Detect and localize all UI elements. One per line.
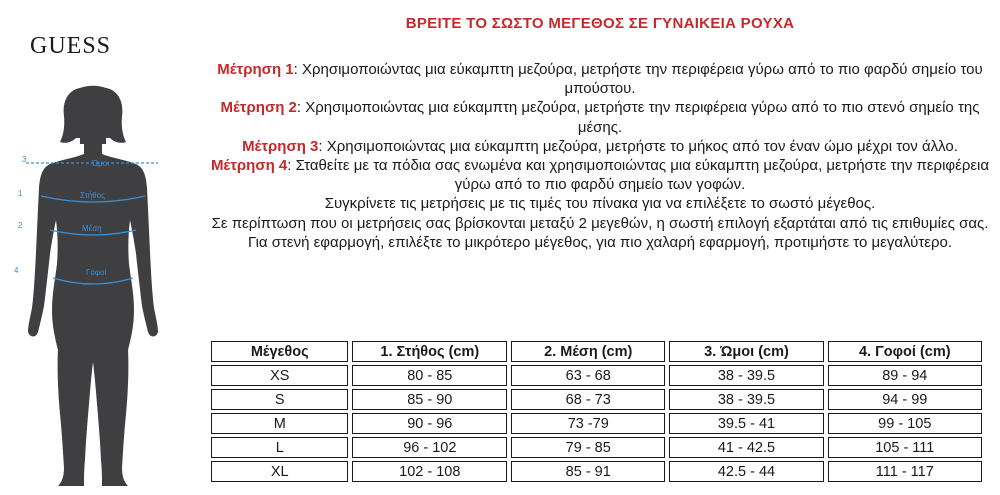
instruction-2-label: Μέτρηση 2 xyxy=(220,99,297,117)
body-measurement-figure xyxy=(8,80,183,492)
hip-label: Γοφοί xyxy=(86,268,107,277)
table-row xyxy=(211,413,982,434)
cell-shoulders: 38 - 39.5 xyxy=(669,389,823,410)
cell-waist: 79 - 85 xyxy=(511,437,665,458)
cell-waist: 85 - 91 xyxy=(511,461,665,482)
header-bust: 1. Στήθος (cm) xyxy=(352,341,507,362)
cell-waist: 73 -79 xyxy=(511,413,665,434)
between-sizes-note: Σε περίπτωση που οι μετρήσεις σας βρίσκονται μεταξύ 2 μεγεθών, η σωστή επιλογή εξαρτάται από τις επιθυμίες σας. Για στενή εφαρμογή, επιλέξτε το μικρότερο μέγεθος, για πιο χαλαρή εφαρμογή, προτιμήστε το μεγαλύτερο. xyxy=(211,214,989,251)
instruction-1-text: : Χρησιμοποιώντας μια εύκαμπτη μεζούρα, μετρήστε την περιφέρεια γύρω από το πιο φαρδύ σημείο του μπούστου. xyxy=(293,61,983,98)
cell-size: XL xyxy=(211,461,348,482)
cell-size: L xyxy=(211,437,348,458)
guess-logo: GUESS xyxy=(30,33,112,59)
cell-bust: 102 - 108 xyxy=(352,461,507,482)
shoulder-label: Ώμοι xyxy=(92,159,109,168)
cell-bust: 85 - 90 xyxy=(352,389,507,410)
cell-size: XS xyxy=(211,365,348,386)
cell-bust: 96 - 102 xyxy=(352,437,507,458)
header-hips: 4. Γοφοί (cm) xyxy=(828,341,982,362)
table-row xyxy=(211,389,982,410)
cell-size: S xyxy=(211,389,348,410)
compare-note: Συγκρίνετε τις μετρήσεις με τις τιμές του πίνακα για να επιλέξετε το σωστό μέγεθος. xyxy=(324,195,876,213)
size-chart-table xyxy=(207,338,986,485)
cell-shoulders: 38 - 39.5 xyxy=(669,365,823,386)
cell-hips: 99 - 105 xyxy=(828,413,982,434)
instruction-4 xyxy=(205,156,995,194)
female-silhouette xyxy=(28,86,158,486)
cell-bust: 80 - 85 xyxy=(352,365,507,386)
instruction-3-text: : Χρησιμοποιώντας μια εύκαμπτη μεζούρα, μετρήστε το μήκος από τον έναν ώμο μέχρι τον άλλο. xyxy=(318,137,958,155)
measurement-instructions xyxy=(205,60,995,252)
header-shoulders: 3. Ώμοι (cm) xyxy=(669,341,823,362)
cell-hips: 89 - 94 xyxy=(828,365,982,386)
marker-2: 2 xyxy=(18,221,23,230)
cell-hips: 94 - 99 xyxy=(828,389,982,410)
table-row xyxy=(211,461,982,482)
marker-1: 1 xyxy=(18,189,23,198)
instruction-4-text: : Σταθείτε με τα πόδια σας ενωμένα και χρησιμοποιώντας μια εύκαμπτη μεζούρα, μετρήστε την περιφέρεια γύρω από το πιο φαρδύ σημείο των γοφών. xyxy=(287,157,990,194)
instruction-2 xyxy=(205,98,995,136)
cell-bust: 90 - 96 xyxy=(352,413,507,434)
bust-label: Στήθος xyxy=(80,191,105,200)
header-size: Μέγεθος xyxy=(211,341,348,362)
instruction-4-label: Μέτρηση 4 xyxy=(210,157,288,175)
cell-hips: 105 - 111 xyxy=(828,437,982,458)
cell-shoulders: 42.5 - 44 xyxy=(669,461,823,482)
table-header-row xyxy=(211,341,982,362)
header-waist: 2. Μέση (cm) xyxy=(511,341,665,362)
cell-waist: 68 - 73 xyxy=(511,389,665,410)
instruction-3 xyxy=(205,137,995,156)
marker-4: 4 xyxy=(14,266,19,275)
instruction-1 xyxy=(205,60,995,98)
cell-hips: 111 - 117 xyxy=(828,461,982,482)
marker-3: 3 xyxy=(22,155,27,164)
table-row xyxy=(211,437,982,458)
table-row xyxy=(211,365,982,386)
cell-waist: 63 - 68 xyxy=(511,365,665,386)
cell-shoulders: 39.5 - 41 xyxy=(669,413,823,434)
page-title: ΒΡΕΙΤΕ ΤΟ ΣΩΣΤΟ ΜΕΓΕΘΟΣ ΣΕ ΓΥΝΑΙΚΕΙΑ ΡΟΥΧΑ xyxy=(405,15,795,32)
instruction-2-text: : Χρησιμοποιώντας μια εύκαμπτη μεζούρα, μετρήστε την περιφέρεια γύρω από το πιο στενό σημείο της μέσης. xyxy=(296,99,980,136)
waist-label: Μέση xyxy=(82,224,102,233)
instruction-1-label: Μέτρηση 1 xyxy=(217,61,294,78)
cell-shoulders: 41 - 42.5 xyxy=(669,437,823,458)
instruction-3-label: Μέτρηση 3 xyxy=(242,137,319,155)
cell-size: M xyxy=(211,413,348,434)
